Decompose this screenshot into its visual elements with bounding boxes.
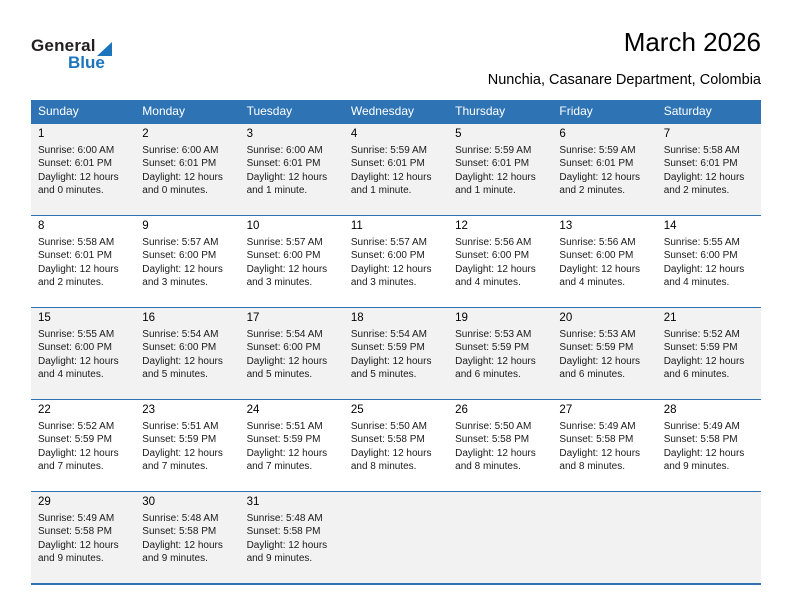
sunset-text: Sunset: 5:58 PM xyxy=(246,526,321,538)
sunset-text: Sunset: 5:58 PM xyxy=(559,434,634,446)
sunrise-text: Sunrise: 5:55 AM xyxy=(663,236,740,248)
sunset-text: Sunset: 6:00 PM xyxy=(663,250,738,262)
sunset-text: Sunset: 6:01 PM xyxy=(38,250,112,262)
sunset-text: Sunset: 5:58 PM xyxy=(663,434,738,446)
sunrise-text: Sunrise: 5:53 AM xyxy=(559,328,636,340)
day-cell-21 xyxy=(657,308,761,399)
daylight-text-line2: and 7 minutes. xyxy=(142,461,208,473)
sunset-text: Sunset: 6:00 PM xyxy=(246,250,321,262)
day-number: 18 xyxy=(350,311,364,324)
day-cell-26 xyxy=(448,400,552,491)
day-number: 15 xyxy=(38,311,51,324)
daylight-text-line1: Daylight: 12 hours xyxy=(38,171,119,183)
day-cell-29 xyxy=(31,492,135,583)
masthead xyxy=(31,28,761,88)
day-cell-15 xyxy=(31,308,135,399)
day-number: 20 xyxy=(559,311,573,324)
day-cell-30 xyxy=(135,492,239,583)
day-number: 25 xyxy=(350,403,364,416)
daylight-text-line2: and 4 minutes. xyxy=(663,277,730,289)
daylight-text-line2: and 3 minutes. xyxy=(142,277,208,289)
day-cell-17 xyxy=(240,308,344,399)
sunset-text: Sunset: 6:01 PM xyxy=(38,158,112,170)
daylight-text-line2: and 1 minute. xyxy=(246,185,308,197)
sunset-text: Sunset: 6:01 PM xyxy=(559,158,634,170)
daylight-text-line2: and 9 minutes. xyxy=(663,461,730,473)
day-cell-3 xyxy=(240,124,344,215)
day-number: 13 xyxy=(559,219,573,232)
daylight-text-line1: Daylight: 12 hours xyxy=(142,263,223,275)
weekday-header-tuesday: Tuesday xyxy=(246,103,293,118)
daylight-text-line1: Daylight: 12 hours xyxy=(350,263,432,275)
daylight-text-line1: Daylight: 12 hours xyxy=(246,263,328,275)
daylight-text-line1: Daylight: 12 hours xyxy=(246,355,328,367)
day-number: 26 xyxy=(455,403,468,416)
day-cell-6 xyxy=(552,124,656,215)
sunset-text: Sunset: 6:01 PM xyxy=(350,158,425,170)
day-cell-4 xyxy=(344,124,448,215)
day-number: 3 xyxy=(246,127,253,140)
daylight-text-line1: Daylight: 12 hours xyxy=(350,355,432,367)
day-cell-10 xyxy=(240,216,344,307)
day-cell-2 xyxy=(135,124,239,215)
day-cell-8 xyxy=(31,216,135,307)
day-number: 2 xyxy=(142,127,149,140)
day-cell-24 xyxy=(240,400,344,491)
sunrise-text: Sunrise: 5:54 AM xyxy=(246,328,323,340)
sunrise-text: Sunrise: 5:51 AM xyxy=(246,420,323,432)
sunrise-text: Sunrise: 5:56 AM xyxy=(559,236,636,248)
sunset-text: Sunset: 5:59 PM xyxy=(246,434,321,446)
day-cell-27 xyxy=(552,400,656,491)
weekday-header-thursday: Thursday xyxy=(455,103,506,118)
week-row-1 xyxy=(31,123,761,215)
day-number: 8 xyxy=(38,219,45,232)
day-cell-11 xyxy=(344,216,448,307)
week-row-5 xyxy=(31,491,761,583)
daylight-text-line1: Daylight: 12 hours xyxy=(455,355,536,367)
daylight-text-line2: and 9 minutes. xyxy=(142,553,208,565)
daylight-text-line2: and 3 minutes. xyxy=(350,277,417,289)
weekday-header-monday: Monday xyxy=(142,103,185,118)
day-cell-5 xyxy=(448,124,552,215)
week-row-3 xyxy=(31,307,761,399)
weekday-header-sunday: Sunday xyxy=(38,103,79,118)
day-number: 31 xyxy=(246,495,260,508)
sunset-text: Sunset: 6:00 PM xyxy=(455,250,530,262)
daylight-text-line2: and 8 minutes. xyxy=(455,461,521,473)
daylight-text-line2: and 6 minutes. xyxy=(663,369,730,381)
calendar-body xyxy=(31,123,761,583)
daylight-text-line1: Daylight: 12 hours xyxy=(38,263,119,275)
sunrise-text: Sunrise: 5:53 AM xyxy=(455,328,532,340)
daylight-text-line2: and 2 minutes. xyxy=(663,185,730,197)
day-number: 30 xyxy=(142,495,156,508)
daylight-text-line1: Daylight: 12 hours xyxy=(455,171,536,183)
day-number: 6 xyxy=(559,127,566,140)
daylight-text-line2: and 5 minutes. xyxy=(142,369,208,381)
day-number: 22 xyxy=(38,403,51,416)
sunrise-text: Sunrise: 5:51 AM xyxy=(142,420,219,432)
sunset-text: Sunset: 6:00 PM xyxy=(559,250,634,262)
day-cell-7 xyxy=(657,124,761,215)
day-cell-empty xyxy=(344,492,448,583)
daylight-text-line1: Daylight: 12 hours xyxy=(663,263,745,275)
logo-text-general: General xyxy=(31,36,96,55)
day-cell-28 xyxy=(657,400,761,491)
daylight-text-line2: and 0 minutes. xyxy=(38,185,104,197)
sunset-text: Sunset: 5:58 PM xyxy=(455,434,530,446)
daylight-text-line2: and 1 minute. xyxy=(350,185,412,197)
sunrise-text: Sunrise: 5:59 AM xyxy=(350,144,427,156)
sunrise-text: Sunrise: 5:54 AM xyxy=(142,328,219,340)
day-cell-31 xyxy=(240,492,344,583)
daylight-text-line2: and 8 minutes. xyxy=(559,461,626,473)
day-cell-19 xyxy=(448,308,552,399)
day-number: 28 xyxy=(663,403,677,416)
day-number: 10 xyxy=(246,219,260,232)
sunrise-text: Sunrise: 5:49 AM xyxy=(663,420,740,432)
sunset-text: Sunset: 5:58 PM xyxy=(38,526,112,538)
day-cell-empty xyxy=(552,492,656,583)
day-number: 23 xyxy=(142,403,156,416)
day-cell-9 xyxy=(135,216,239,307)
daylight-text-line2: and 0 minutes. xyxy=(142,185,208,197)
daylight-text-line2: and 9 minutes. xyxy=(38,553,104,565)
day-number: 14 xyxy=(663,219,677,232)
day-cell-25 xyxy=(344,400,448,491)
week-row-4 xyxy=(31,399,761,491)
day-number: 27 xyxy=(559,403,573,416)
sunrise-text: Sunrise: 5:48 AM xyxy=(246,512,323,524)
daylight-text-line1: Daylight: 12 hours xyxy=(350,447,432,459)
daylight-text-line2: and 3 minutes. xyxy=(246,277,313,289)
daylight-text-line2: and 4 minutes. xyxy=(559,277,626,289)
sunset-text: Sunset: 5:59 PM xyxy=(455,342,530,354)
sunset-text: Sunset: 5:59 PM xyxy=(559,342,634,354)
daylight-text-line1: Daylight: 12 hours xyxy=(142,171,223,183)
sunset-text: Sunset: 6:01 PM xyxy=(246,158,321,170)
day-cell-18 xyxy=(344,308,448,399)
daylight-text-line2: and 2 minutes. xyxy=(38,277,104,289)
daylight-text-line1: Daylight: 12 hours xyxy=(663,171,745,183)
general-blue-logo xyxy=(31,28,112,73)
day-cell-13 xyxy=(552,216,656,307)
sunrise-text: Sunrise: 5:59 AM xyxy=(559,144,636,156)
logo-text-blue: Blue xyxy=(68,53,105,72)
day-number: 1 xyxy=(38,127,45,140)
daylight-text-line2: and 5 minutes. xyxy=(350,369,417,381)
daylight-text-line2: and 8 minutes. xyxy=(350,461,417,473)
daylight-text-line1: Daylight: 12 hours xyxy=(246,171,328,183)
sunset-text: Sunset: 6:01 PM xyxy=(142,158,217,170)
sunset-text: Sunset: 5:58 PM xyxy=(142,526,217,538)
sunset-text: Sunset: 6:01 PM xyxy=(455,158,530,170)
day-number: 17 xyxy=(246,311,260,324)
sunset-text: Sunset: 6:01 PM xyxy=(663,158,738,170)
daylight-text-line2: and 4 minutes. xyxy=(455,277,521,289)
daylight-text-line2: and 1 minute. xyxy=(455,185,516,197)
week-row-2 xyxy=(31,215,761,307)
day-number: 7 xyxy=(663,127,671,140)
day-number: 21 xyxy=(663,311,677,324)
sunrise-text: Sunrise: 5:52 AM xyxy=(663,328,740,340)
daylight-text-line1: Daylight: 12 hours xyxy=(559,355,641,367)
day-number: 12 xyxy=(455,219,468,232)
sunset-text: Sunset: 5:59 PM xyxy=(350,342,425,354)
sunset-text: Sunset: 6:00 PM xyxy=(142,342,217,354)
sunrise-text: Sunrise: 5:58 AM xyxy=(663,144,740,156)
sunset-text: Sunset: 6:00 PM xyxy=(38,342,112,354)
sunset-text: Sunset: 5:59 PM xyxy=(663,342,738,354)
sunrise-text: Sunrise: 5:57 AM xyxy=(350,236,427,248)
weekday-header-friday: Friday xyxy=(559,103,593,118)
daylight-text-line1: Daylight: 12 hours xyxy=(246,447,328,459)
daylight-text-line2: and 6 minutes. xyxy=(559,369,626,381)
sunrise-text: Sunrise: 5:48 AM xyxy=(142,512,219,524)
sunset-text: Sunset: 6:00 PM xyxy=(142,250,217,262)
day-number: 9 xyxy=(142,219,149,232)
daylight-text-line2: and 6 minutes. xyxy=(455,369,521,381)
sunset-text: Sunset: 5:59 PM xyxy=(142,434,217,446)
sunrise-text: Sunrise: 5:57 AM xyxy=(142,236,219,248)
day-number: 24 xyxy=(246,403,260,416)
daylight-text-line2: and 2 minutes. xyxy=(559,185,626,197)
sunrise-text: Sunrise: 6:00 AM xyxy=(142,144,219,156)
daylight-text-line2: and 4 minutes. xyxy=(38,369,104,381)
page-subtitle: Nunchia, Casanare Department, Colombia xyxy=(487,71,761,88)
sunrise-text: Sunrise: 5:56 AM xyxy=(455,236,532,248)
day-cell-20 xyxy=(552,308,656,399)
daylight-text-line1: Daylight: 12 hours xyxy=(142,355,223,367)
daylight-text-line2: and 7 minutes. xyxy=(38,461,104,473)
page-title: March 2026 xyxy=(623,27,761,57)
daylight-text-line1: Daylight: 12 hours xyxy=(559,171,641,183)
daylight-text-line1: Daylight: 12 hours xyxy=(455,447,536,459)
day-cell-12 xyxy=(448,216,552,307)
sunrise-text: Sunrise: 6:00 AM xyxy=(38,144,115,156)
daylight-text-line1: Daylight: 12 hours xyxy=(663,447,745,459)
sunrise-text: Sunrise: 5:58 AM xyxy=(38,236,115,248)
sunrise-text: Sunrise: 5:57 AM xyxy=(246,236,323,248)
day-cell-16 xyxy=(135,308,239,399)
title-block xyxy=(488,28,761,88)
sunset-text: Sunset: 5:59 PM xyxy=(38,434,112,446)
sunrise-text: Sunrise: 5:50 AM xyxy=(350,420,427,432)
calendar xyxy=(31,100,761,585)
daylight-text-line2: and 9 minutes. xyxy=(246,553,313,565)
daylight-text-line1: Daylight: 12 hours xyxy=(142,447,223,459)
daylight-text-line1: Daylight: 12 hours xyxy=(38,539,119,551)
daylight-text-line2: and 7 minutes. xyxy=(246,461,313,473)
sunrise-text: Sunrise: 5:49 AM xyxy=(559,420,636,432)
sunrise-text: Sunrise: 5:49 AM xyxy=(38,512,115,524)
sunset-text: Sunset: 5:58 PM xyxy=(350,434,425,446)
daylight-text-line1: Daylight: 12 hours xyxy=(38,447,119,459)
day-number: 29 xyxy=(38,495,51,508)
daylight-text-line1: Daylight: 12 hours xyxy=(246,539,328,551)
day-number: 11 xyxy=(350,219,363,232)
daylight-text-line1: Daylight: 12 hours xyxy=(663,355,745,367)
weekday-header-row xyxy=(31,100,761,123)
sunrise-text: Sunrise: 5:59 AM xyxy=(455,144,532,156)
day-number: 5 xyxy=(455,127,462,140)
daylight-text-line1: Daylight: 12 hours xyxy=(38,355,119,367)
sunrise-text: Sunrise: 5:54 AM xyxy=(350,328,427,340)
daylight-text-line1: Daylight: 12 hours xyxy=(142,539,223,551)
sunset-text: Sunset: 6:00 PM xyxy=(246,342,321,354)
day-cell-1 xyxy=(31,124,135,215)
daylight-text-line1: Daylight: 12 hours xyxy=(350,171,432,183)
day-cell-22 xyxy=(31,400,135,491)
daylight-text-line2: and 5 minutes. xyxy=(246,369,313,381)
sunset-text: Sunset: 6:00 PM xyxy=(350,250,425,262)
daylight-text-line1: Daylight: 12 hours xyxy=(455,263,536,275)
weekday-header-wednesday: Wednesday xyxy=(350,103,414,118)
day-number: 19 xyxy=(455,311,468,324)
daylight-text-line1: Daylight: 12 hours xyxy=(559,447,641,459)
sunrise-text: Sunrise: 5:52 AM xyxy=(38,420,115,432)
day-cell-14 xyxy=(657,216,761,307)
sunrise-text: Sunrise: 5:50 AM xyxy=(455,420,532,432)
day-number: 4 xyxy=(350,127,358,140)
day-number: 16 xyxy=(142,311,156,324)
day-cell-empty xyxy=(657,492,761,583)
day-cell-23 xyxy=(135,400,239,491)
sunrise-text: Sunrise: 6:00 AM xyxy=(246,144,323,156)
sunrise-text: Sunrise: 5:55 AM xyxy=(38,328,115,340)
daylight-text-line1: Daylight: 12 hours xyxy=(559,263,641,275)
weekday-header-saturday: Saturday xyxy=(663,103,712,118)
day-cell-empty xyxy=(448,492,552,583)
